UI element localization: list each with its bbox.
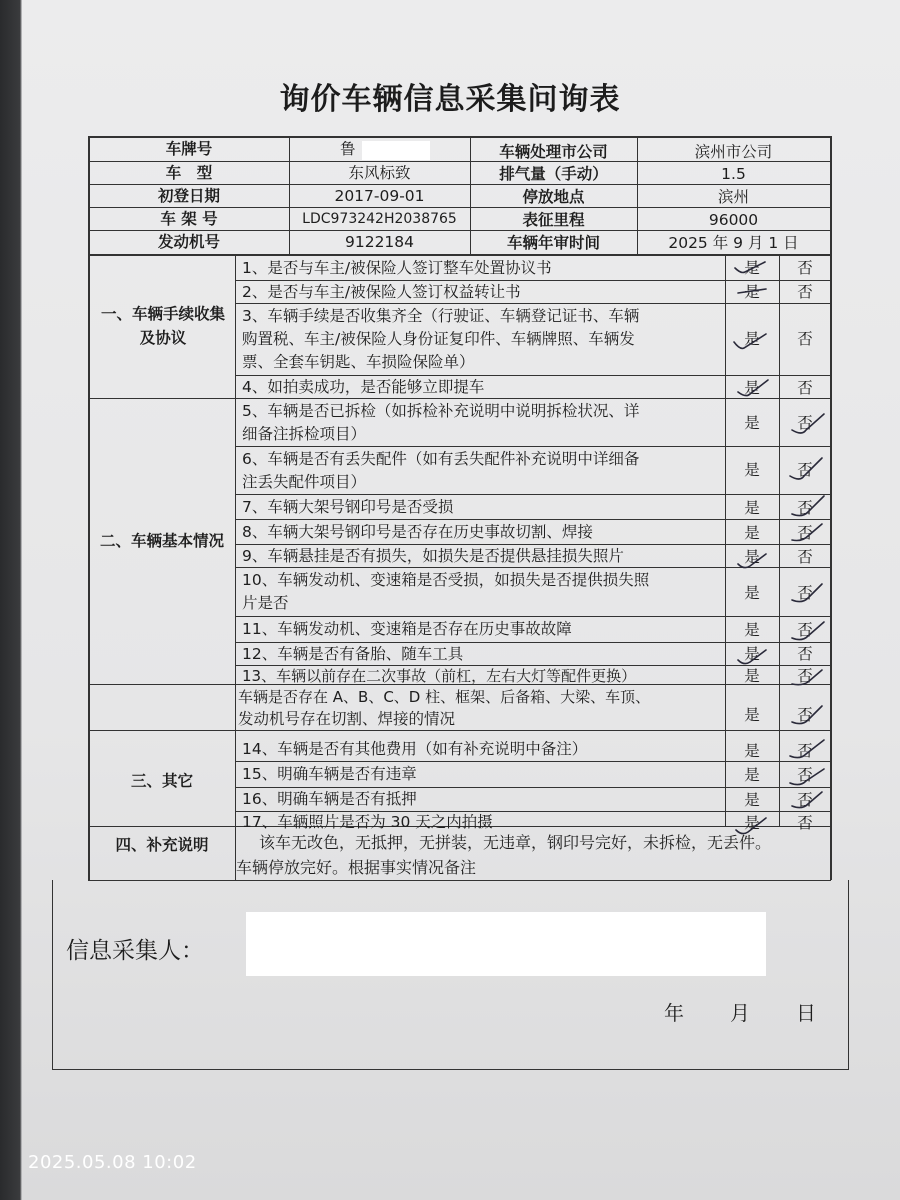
reg-date-label: 初登日期: [157, 187, 220, 205]
question-2: 2、是否与车主/被保险人签订权益转让书: [242, 283, 521, 301]
question-11: 11、车辆发动机、变速箱是否存在历史事故故障: [242, 620, 572, 638]
question-17: 17、车辆照片是否为 30 天之内拍摄: [242, 813, 493, 831]
section-4-label: 四、补充说明: [115, 836, 209, 854]
answer-yes: 是: [744, 766, 760, 784]
answer-yes: 是: [744, 645, 760, 663]
plate-label: 车牌号: [165, 140, 213, 158]
question-13: 13、车辆以前存在二次事故（前杠，左右大灯等配件更换）: [242, 667, 637, 685]
question-8: 8、车辆大架号钢印号是否存在历史事故切割、焊接: [242, 523, 593, 541]
answer-no: 否: [797, 461, 813, 479]
signature-redaction: [246, 912, 766, 976]
answer-yes: 是: [744, 706, 760, 724]
answer-no: 否: [797, 791, 813, 809]
check-mark: [792, 524, 822, 541]
answer-no: 否: [797, 524, 813, 542]
question-3-line-3: 票、全套车钥匙、车损险保险单）: [242, 353, 475, 371]
date-year-label: 年: [664, 1001, 684, 1025]
answer-yes: 是: [744, 584, 760, 602]
question-x-line-2: 发动机号存在切割、焊接的情况: [238, 710, 456, 728]
section-1-text: 一、车辆手续收集及协议: [100, 305, 225, 347]
question-15: 15、明确车辆是否有违章: [242, 765, 417, 783]
answer-yes: 是: [744, 742, 760, 760]
check-mark: [790, 740, 824, 758]
check-mark: [792, 670, 822, 685]
date-day-label: 日: [796, 1001, 816, 1025]
question-16: 16、明确车辆是否有抵押: [242, 790, 417, 808]
branch-value: 滨州市公司: [694, 143, 773, 161]
check-mark: [792, 622, 824, 640]
answer-no: 否: [797, 283, 813, 301]
form-title: 询价车辆信息采集问询表: [279, 82, 621, 117]
answer-no: 否: [797, 667, 813, 685]
answer-no: 否: [797, 766, 813, 784]
vin-label: 车 架 号: [160, 210, 218, 228]
check-mark: [792, 414, 824, 433]
answer-yes: 是: [744, 548, 760, 566]
question-9: 9、车辆悬挂是否有损失，如损失是否提供悬挂损失照片: [242, 547, 624, 565]
check-mark: [792, 584, 822, 602]
check-mark: [735, 262, 765, 273]
check-mark: [790, 458, 822, 479]
question-5-line-1: 5、车辆是否已拆检（如拆检补充说明中说明拆检状况、详: [242, 402, 640, 420]
answer-yes: 是: [744, 791, 760, 809]
answer-yes: 是: [744, 379, 760, 397]
answer-no: 否: [797, 814, 813, 832]
inspect-label: 车辆年审时间: [506, 234, 600, 252]
reg-date-value: 2017-09-01: [334, 187, 425, 205]
answer-no: 否: [797, 379, 813, 397]
displacement-value: 1.5: [721, 165, 746, 183]
answer-yes: 是: [744, 524, 760, 542]
answer-no: 否: [797, 584, 813, 602]
section-2-label: 二、车辆基本情况: [99, 532, 224, 550]
question-10-line-2: 片是否: [242, 594, 289, 612]
mileage-label: 表征里程: [522, 211, 585, 229]
answer-yes: 是: [744, 814, 760, 832]
question-x-line-1: 车辆是否存在 A、B、C、D 柱、框架、后备箱、大梁、车顶、: [238, 688, 651, 706]
answer-no: 否: [797, 499, 813, 517]
branch-label: 车辆处理市公司: [499, 143, 608, 161]
engine-label: 发动机号: [157, 233, 220, 251]
photo-timestamp: 2025.05.08 10:02: [28, 1152, 197, 1173]
question-7: 7、车辆大架号钢印号是否受损: [242, 498, 454, 516]
answer-yes: 是: [744, 621, 760, 639]
question-12: 12、车辆是否有备胎、随车工具: [242, 645, 464, 663]
question-5-line-2: 细备注拆检项目）: [242, 425, 367, 443]
mileage-value: 96000: [708, 211, 759, 229]
check-mark: [792, 706, 822, 724]
vin-value: LDC973242H2038765: [302, 211, 457, 227]
model-label: 车 型: [165, 164, 213, 182]
location-label: 停放地点: [522, 188, 585, 206]
question-14: 14、车辆是否有其他费用（如有补充说明中备注）: [242, 740, 588, 758]
plate-value: 鲁: [340, 140, 356, 158]
check-mark: [792, 496, 824, 516]
answer-yes: 是: [744, 461, 760, 479]
collector-label: 信息采集人：: [66, 938, 204, 964]
supplement-line-1: 该车无改色，无抵押，无拼装，无违章，钢印号完好，未拆检，无丢件。: [259, 833, 772, 852]
location-value: 滨州: [717, 188, 749, 206]
answer-no: 否: [797, 548, 813, 566]
question-3-line-2: 购置税、车主/被保险人身份证复印件、车辆牌照、车辆发: [242, 330, 635, 348]
engine-value: 9122184: [344, 233, 415, 251]
check-mark: [738, 289, 766, 293]
check-mark: [738, 380, 768, 396]
answer-no: 否: [797, 259, 813, 277]
inspect-value: 2025 年 9 月 1 日: [668, 234, 799, 252]
model-value: 东风标致: [348, 164, 411, 182]
question-4: 4、如拍卖成功，是否能够立即提车: [242, 378, 485, 396]
date-month-label: 月: [730, 1001, 750, 1025]
check-mark: [738, 650, 766, 664]
question-10-line-1: 10、车辆发动机、变速箱是否受损，如损失是否提供损失照: [242, 571, 650, 589]
supplement-line-2: 车辆停放完好。根据事实情况备注: [236, 858, 477, 877]
question-6-line-1: 6、车辆是否有丢失配件（如有丢失配件补充说明中详细备: [242, 450, 640, 468]
answer-no: 否: [797, 414, 813, 432]
question-6-line-2: 注丢失配件项目）: [242, 473, 367, 491]
answer-no: 否: [797, 706, 813, 724]
answer-yes: 是: [744, 667, 760, 685]
check-mark: [790, 769, 824, 785]
answer-yes: 是: [744, 414, 760, 432]
answer-no: 否: [797, 621, 813, 639]
check-mark: [792, 792, 822, 808]
answer-yes: 是: [744, 330, 760, 348]
question-3-line-1: 3、车辆手续是否收集齐全（行驶证、车辆登记证书、车辆: [242, 307, 640, 325]
answer-yes: 是: [744, 259, 760, 277]
answer-no: 否: [797, 330, 813, 348]
answer-no: 否: [797, 645, 813, 663]
check-mark: [738, 554, 766, 568]
displacement-label: 排气量（手动）: [499, 165, 608, 183]
answer-yes: 是: [744, 283, 760, 301]
question-1: 1、是否与车主/被保险人签订整车处置协议书: [242, 259, 552, 277]
section-3-label: 三、其它: [130, 772, 193, 790]
answer-no: 否: [797, 742, 813, 760]
answer-yes: 是: [744, 499, 760, 517]
check-mark: [734, 334, 766, 348]
